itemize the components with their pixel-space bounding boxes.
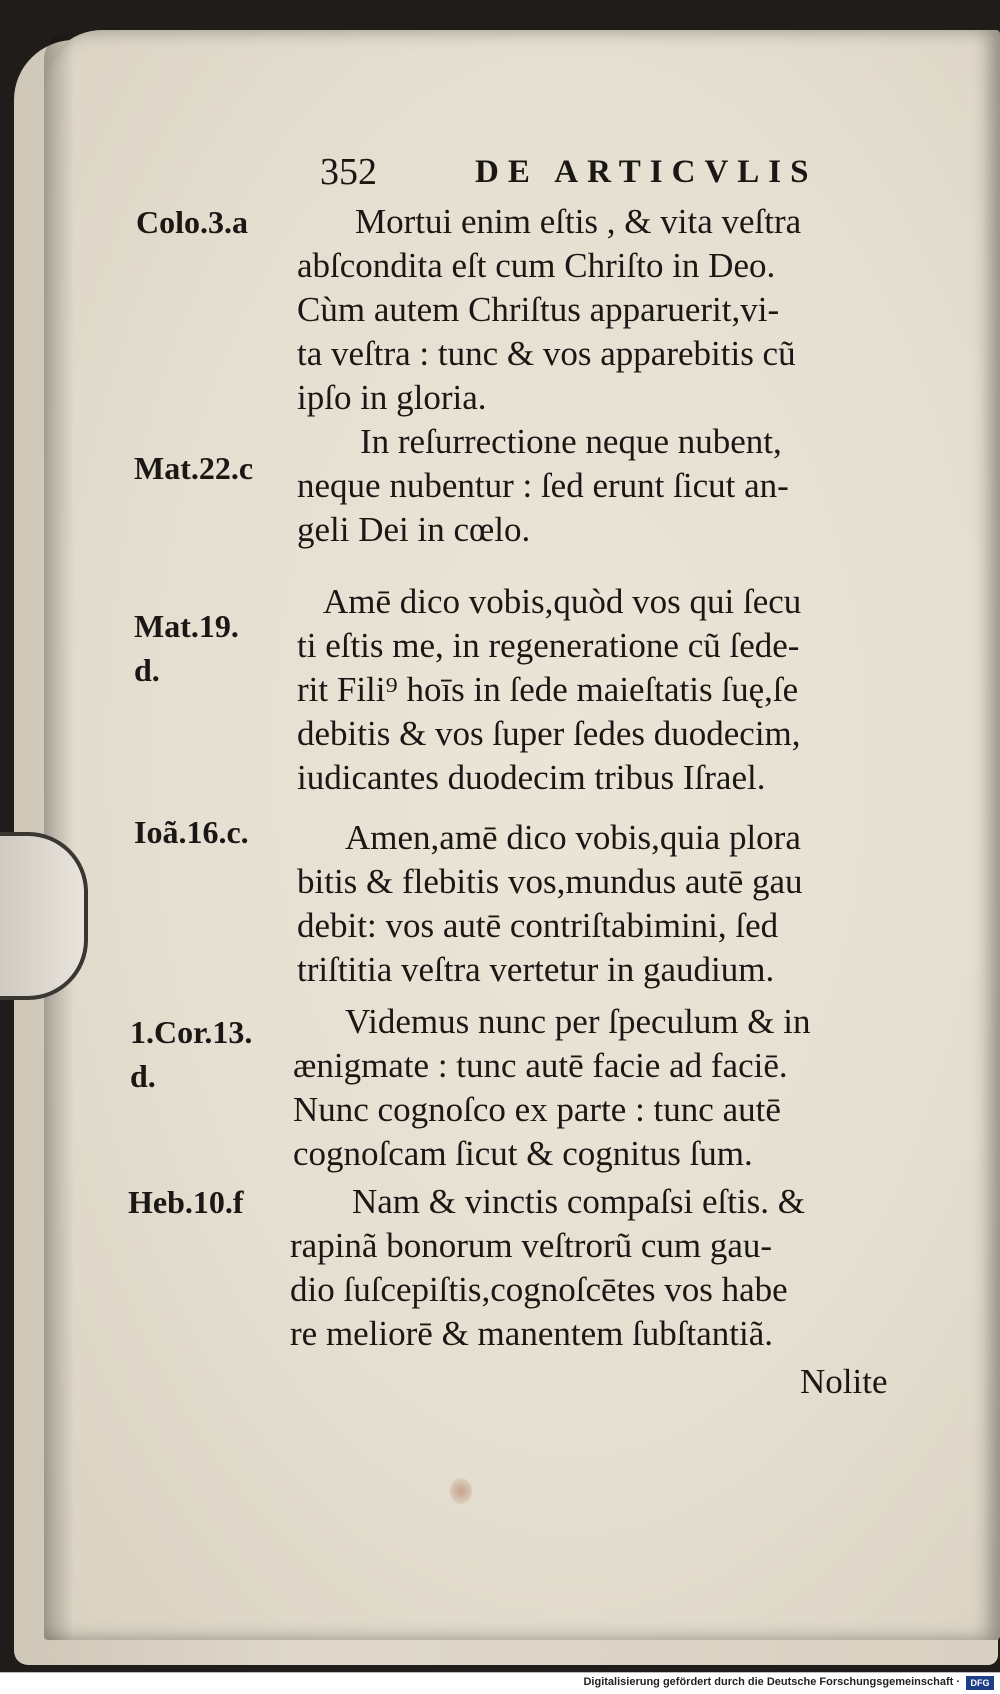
running-head: DE ARTICVLIS (475, 154, 818, 190)
text-line: dio ſuſcepiſtis,cognoſcētes vos habe (290, 1270, 788, 1309)
text-line: ipſo in gloria. (297, 378, 487, 417)
text-line: debit: vos autē contriſtabimini, ſed (297, 906, 779, 945)
text-line: debitis & vos ſuper ſedes duodecim, (297, 714, 801, 753)
text-line: re meliorē & manentem ſubſtantiã. (290, 1314, 774, 1353)
text-line: Mortui enim eſtis , & vita veſtra (355, 202, 802, 241)
text-line: Amen,amē dico vobis,quia plora (345, 818, 801, 857)
footer-bar (0, 1672, 1000, 1694)
margin-reference: Mat.19. d. (134, 608, 239, 688)
text-line: ænigmate : tunc autē facie ad faciē. (293, 1046, 788, 1085)
text-line: cognoſcam ſicut & cognitus ſum. (293, 1134, 753, 1173)
text-line: abſcondita eſt cum Chriſto in Deo. (297, 246, 776, 285)
text-line: neque nubentur : ſed erunt ſicut an- (297, 466, 789, 505)
margin-reference: Heb.10.f (128, 1184, 244, 1220)
page-number: 352 (320, 151, 377, 193)
text-line: ta veſtra : tunc & vos apparebitis cũ (297, 334, 796, 373)
text-line: triſtitia veſtra vertetur in gaudium. (297, 950, 775, 989)
text-line: Cùm autem Chriſtus apparuerit,vi- (297, 290, 780, 329)
text-line: Nunc cognoſco ex parte : tunc autē (293, 1090, 781, 1129)
paper-stain (450, 1478, 472, 1504)
text-line: bitis & flebitis vos,mundus autē gau (297, 862, 803, 901)
text-line: Nam & vinctis compaſsi eſtis. & (352, 1182, 806, 1221)
dfg-logo: DFG (966, 1676, 994, 1690)
footer-credit: Digitalisierung gefördert durch die Deutsche Forschungsgemeinschaft · (583, 1676, 960, 1688)
text-line: iudicantes duodecim tribus Iſrael. (297, 758, 766, 797)
margin-reference: Mat.22.c (134, 450, 254, 486)
margin-reference: Colo.3.a (136, 204, 248, 240)
margin-reference: 1.Cor.13. d. (130, 1014, 253, 1094)
text-line: ti eſtis me, in regeneratione cũ ſede- (297, 626, 800, 665)
text-line: geli Dei in cœlo. (297, 510, 531, 549)
margin-reference: Ioã.16.c. (134, 814, 249, 850)
text-line: In reſurrectione neque nubent, (360, 422, 782, 461)
text-line: Videmus nunc per ſpeculum & in (345, 1002, 811, 1041)
text-line: rit Fili⁹ hoīs in ſede maieſtatis ſuę,ſe (297, 670, 799, 709)
catchword: Nolite (800, 1362, 888, 1401)
bookmark-clasp (0, 832, 88, 1000)
page-header (320, 150, 850, 200)
text-line: Amē dico vobis,quòd vos qui ſecu (323, 582, 802, 621)
text-line: rapinã bonorum veſtrorũ cum gau- (290, 1226, 773, 1265)
